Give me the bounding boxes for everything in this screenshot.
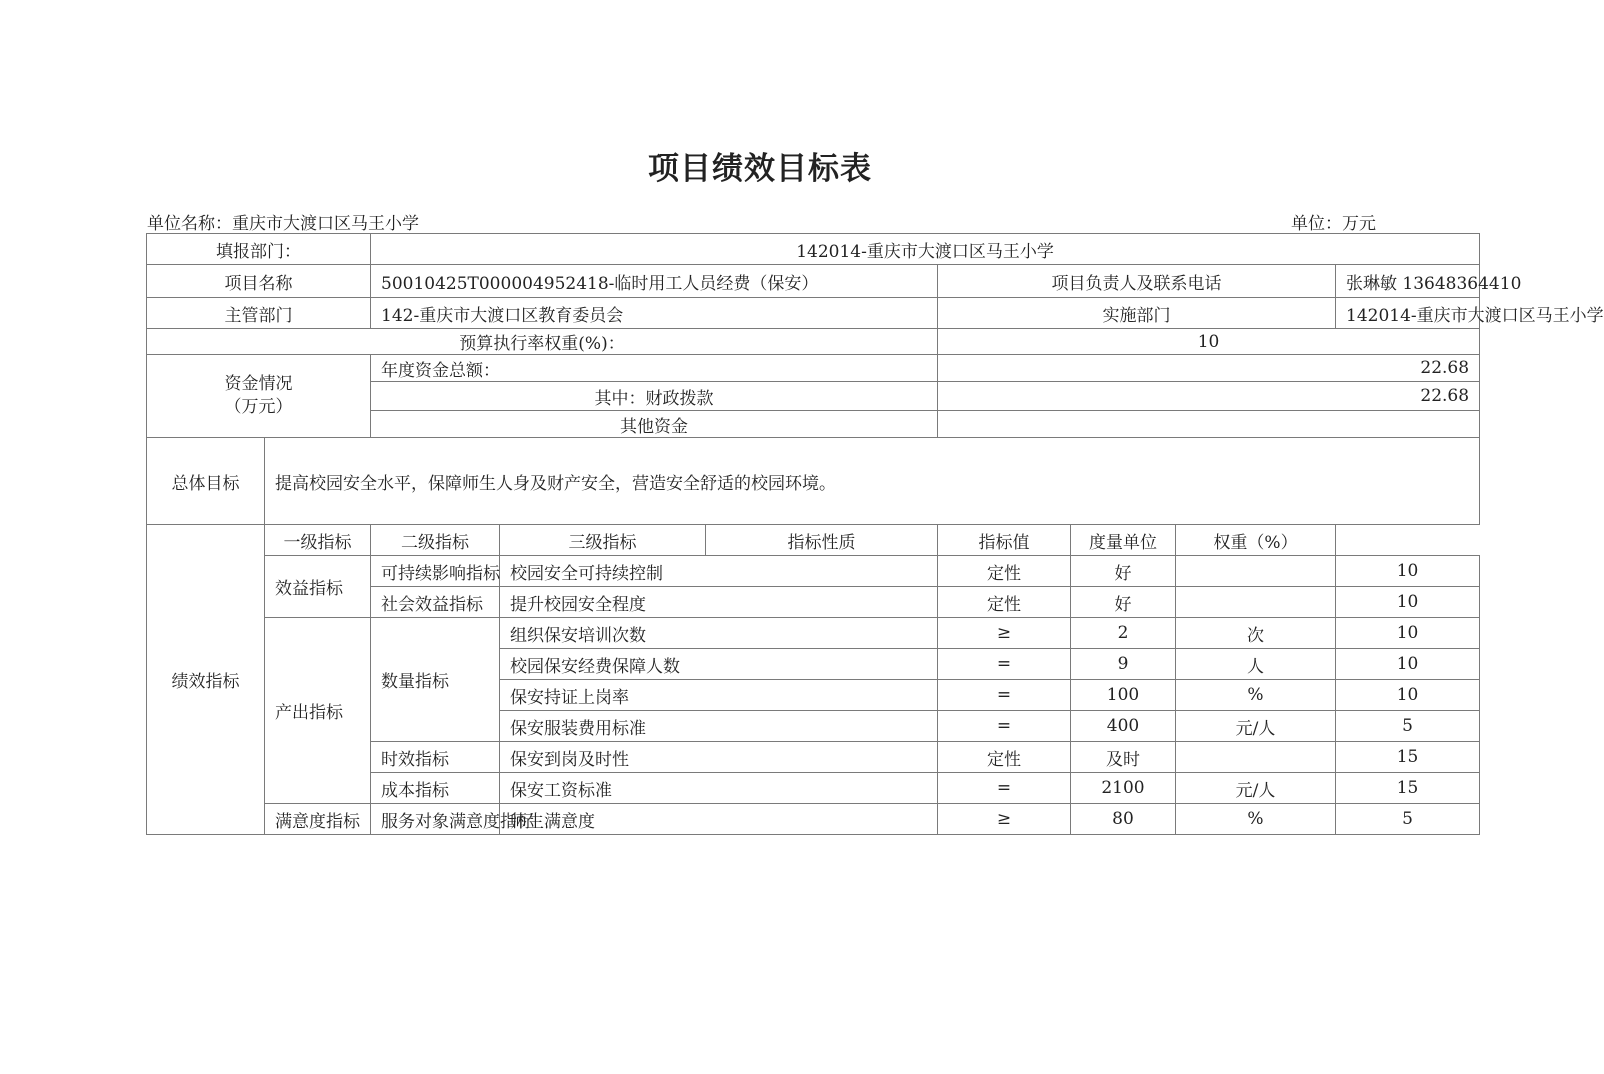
value-cell: 及时 bbox=[1071, 742, 1176, 773]
header-level3: 三级指标 bbox=[500, 525, 706, 556]
level3-cell: 保安工资标准 bbox=[500, 773, 938, 804]
level3-cell: 保安到岗及时性 bbox=[500, 742, 938, 773]
budget-rate-value: 10 bbox=[938, 329, 1480, 355]
impl-dept-label: 实施部门 bbox=[938, 298, 1336, 329]
fiscal-value: 22.68 bbox=[938, 382, 1480, 411]
value-cell: 2 bbox=[1071, 618, 1176, 649]
project-name-row bbox=[147, 265, 1480, 298]
level3-cell: 保安持证上岗率 bbox=[500, 680, 938, 711]
unit-cell: 人 bbox=[1176, 649, 1336, 680]
goal-row bbox=[147, 438, 1480, 525]
unit-name: 单位名称：重庆市大渡口区马王小学 bbox=[147, 214, 419, 234]
table-row bbox=[147, 618, 1480, 649]
weight-cell: 10 bbox=[1336, 680, 1480, 711]
unit-cell: 次 bbox=[1176, 618, 1336, 649]
fill-dept-label: 填报部门： bbox=[147, 234, 371, 265]
level2-cell: 可持续影响指标 bbox=[371, 556, 500, 587]
nature-cell: ≥ bbox=[938, 618, 1071, 649]
nature-cell: 定性 bbox=[938, 587, 1071, 618]
weight-cell: 10 bbox=[1336, 587, 1480, 618]
value-cell: 9 bbox=[1071, 649, 1176, 680]
funds-label bbox=[147, 355, 371, 438]
unit-cell bbox=[1176, 587, 1336, 618]
header-nature: 指标性质 bbox=[706, 525, 938, 556]
funds-label-line2: （万元） bbox=[224, 397, 293, 417]
nature-cell: 定性 bbox=[938, 556, 1071, 587]
header-value: 指标值 bbox=[938, 525, 1071, 556]
level1-output: 产出指标 bbox=[265, 618, 371, 804]
impl-dept-value: 142014-重庆市大渡口区马王小学 bbox=[1336, 298, 1480, 329]
supervisor-label: 主管部门 bbox=[147, 298, 371, 329]
level3-cell: 师生满意度 bbox=[500, 804, 938, 835]
supervisor-value: 142-重庆市大渡口区教育委员会 bbox=[371, 298, 938, 329]
fill-dept-row bbox=[147, 234, 1480, 265]
level2-cell: 社会效益指标 bbox=[371, 587, 500, 618]
level3-cell: 校园保安经费保障人数 bbox=[500, 649, 938, 680]
level3-cell: 校园安全可持续控制 bbox=[500, 556, 938, 587]
weight-cell: 5 bbox=[1336, 711, 1480, 742]
value-cell: 2100 bbox=[1071, 773, 1176, 804]
nature-cell: ≥ bbox=[938, 804, 1071, 835]
value-cell: 好 bbox=[1071, 587, 1176, 618]
contact-label: 项目负责人及联系电话 bbox=[938, 265, 1336, 298]
supervisor-row bbox=[147, 298, 1480, 329]
indicator-header-row bbox=[147, 525, 1480, 556]
other-funds-value bbox=[938, 411, 1480, 438]
nature-cell: = bbox=[938, 649, 1071, 680]
unit-cell: 元/人 bbox=[1176, 773, 1336, 804]
weight-cell: 5 bbox=[1336, 804, 1480, 835]
annual-total-value: 22.68 bbox=[938, 355, 1480, 382]
unit-cell bbox=[1176, 556, 1336, 587]
level3-cell: 提升校园安全程度 bbox=[500, 587, 938, 618]
weight-cell: 15 bbox=[1336, 742, 1480, 773]
unit-cell: % bbox=[1176, 804, 1336, 835]
value-cell: 好 bbox=[1071, 556, 1176, 587]
fill-dept-value: 142014-重庆市大渡口区马王小学 bbox=[371, 234, 1480, 265]
weight-cell: 10 bbox=[1336, 618, 1480, 649]
level2-cell: 成本指标 bbox=[371, 773, 500, 804]
annual-total-row bbox=[147, 355, 1480, 382]
level2-cell: 时效指标 bbox=[371, 742, 500, 773]
annual-total-label: 年度资金总额： bbox=[371, 355, 938, 382]
weight-cell: 10 bbox=[1336, 556, 1480, 587]
budget-rate-label: 预算执行率权重(%)： bbox=[147, 329, 938, 355]
header-level2: 二级指标 bbox=[371, 525, 500, 556]
nature-cell: 定性 bbox=[938, 742, 1071, 773]
goal-value: 提高校园安全水平，保障师生人身及财产安全，营造安全舒适的校园环境。 bbox=[265, 438, 1480, 525]
value-cell: 80 bbox=[1071, 804, 1176, 835]
goal-label: 总体目标 bbox=[147, 438, 265, 525]
nature-cell: = bbox=[938, 680, 1071, 711]
money-unit: 单位：万元 bbox=[1291, 214, 1376, 234]
value-cell: 100 bbox=[1071, 680, 1176, 711]
fiscal-label: 其中：财政拨款 bbox=[371, 382, 938, 411]
value-cell: 400 bbox=[1071, 711, 1176, 742]
page-title: 项目绩效目标表 bbox=[648, 151, 872, 187]
indicators-label: 绩效指标 bbox=[147, 525, 265, 835]
table-row bbox=[147, 804, 1480, 835]
weight-cell: 10 bbox=[1336, 649, 1480, 680]
header-unit: 度量单位 bbox=[1071, 525, 1176, 556]
level2-cell: 服务对象满意度指标 bbox=[371, 804, 500, 835]
header-level1: 一级指标 bbox=[265, 525, 371, 556]
unit-cell: 元/人 bbox=[1176, 711, 1336, 742]
other-funds-label: 其他资金 bbox=[371, 411, 938, 438]
nature-cell: = bbox=[938, 773, 1071, 804]
nature-cell: = bbox=[938, 711, 1071, 742]
budget-rate-row bbox=[147, 329, 1480, 355]
project-name-value: 50010425T000004952418-临时用工人员经费（保安） bbox=[371, 265, 938, 298]
table-row bbox=[147, 556, 1480, 587]
level1-benefit: 效益指标 bbox=[265, 556, 371, 618]
level1-satisfaction: 满意度指标 bbox=[265, 804, 371, 835]
header-weight: 权重（%） bbox=[1176, 525, 1336, 556]
level3-cell: 保安服装费用标准 bbox=[500, 711, 938, 742]
unit-cell bbox=[1176, 742, 1336, 773]
level2-quantity: 数量指标 bbox=[371, 618, 500, 742]
project-name-label: 项目名称 bbox=[147, 265, 371, 298]
funds-label-line1: 资金情况 bbox=[224, 374, 293, 394]
performance-table bbox=[146, 233, 1604, 835]
contact-value: 张琳敏 13648364410 bbox=[1336, 265, 1480, 298]
unit-cell: % bbox=[1176, 680, 1336, 711]
level3-cell: 组织保安培训次数 bbox=[500, 618, 938, 649]
weight-cell: 15 bbox=[1336, 773, 1480, 804]
